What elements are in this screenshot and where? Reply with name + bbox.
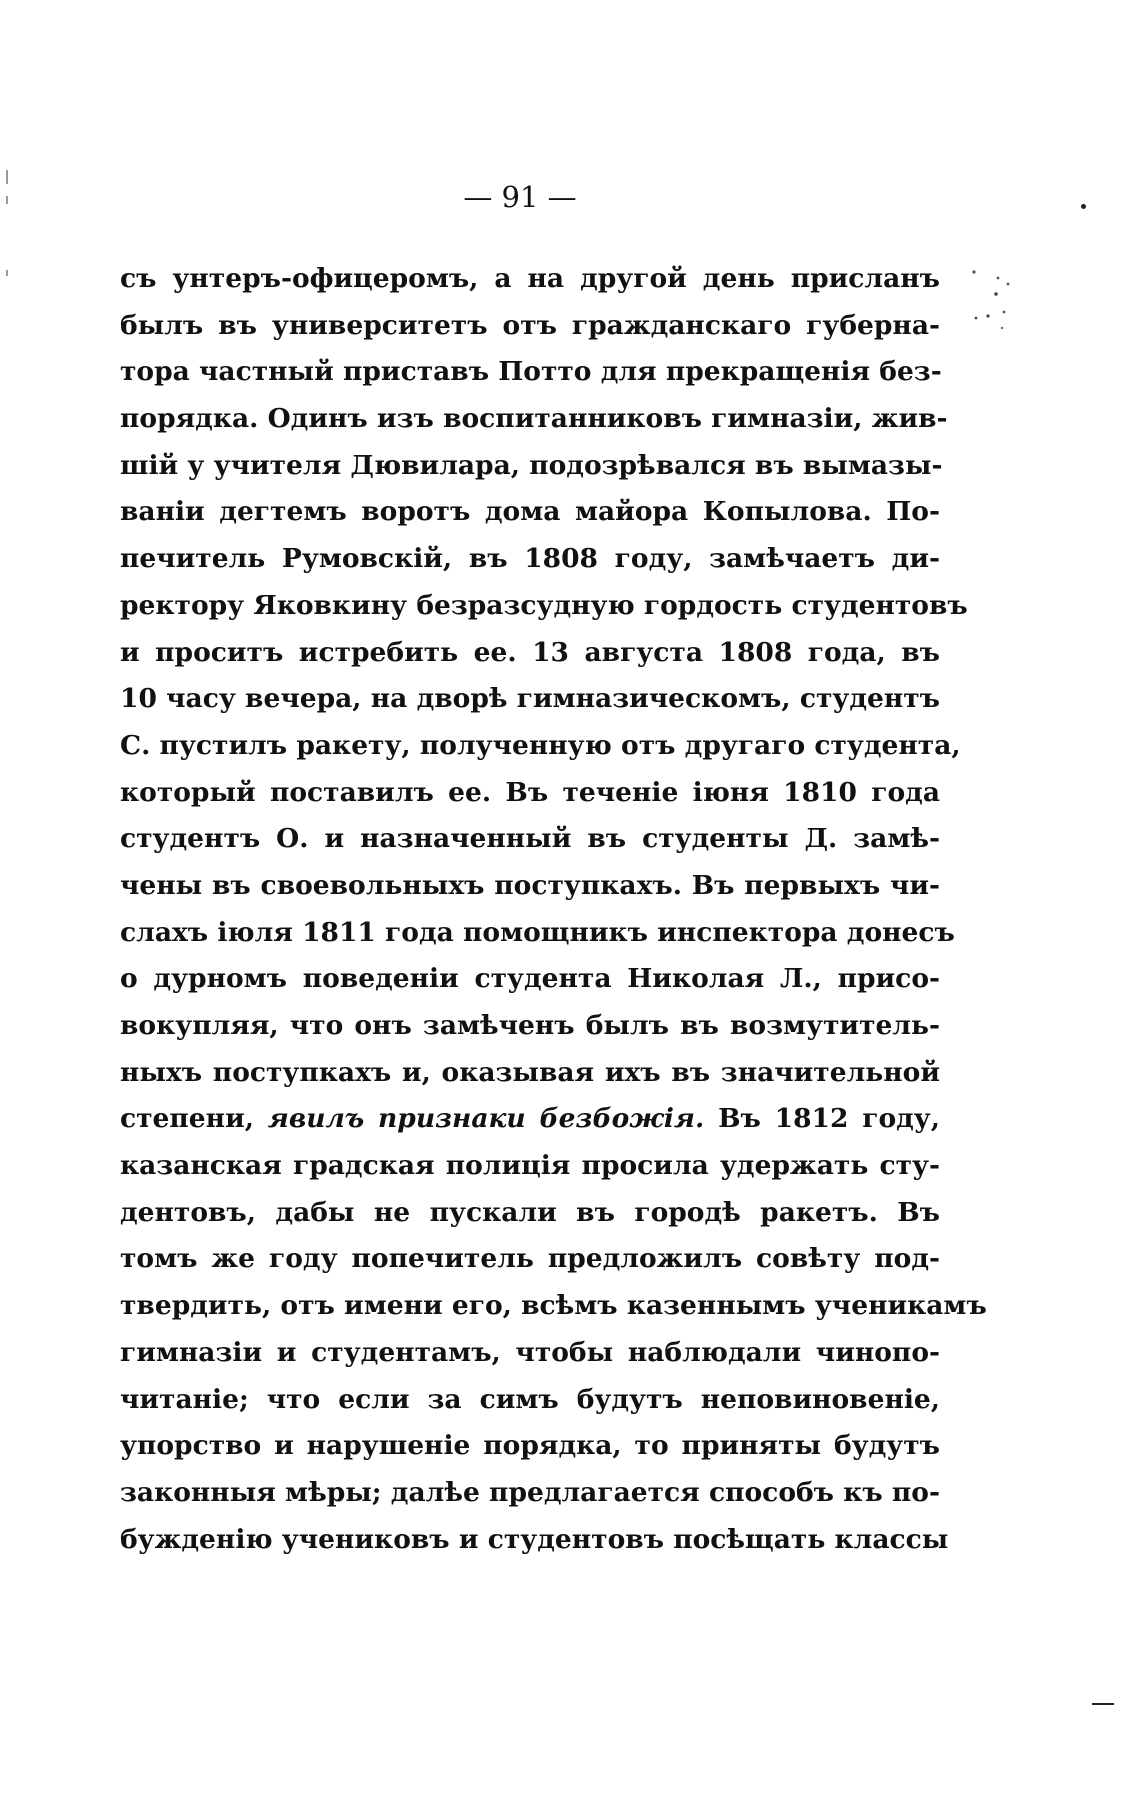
text-line: гимназіи и студентамъ, чтобы наблюдали чинопо- <box>120 1336 940 1368</box>
scan-dash <box>1092 1703 1114 1705</box>
scan-edge-mark <box>6 270 8 276</box>
text-line: и проситъ истребить ее. 13 августа 1808 года, въ <box>120 636 940 668</box>
text-line: ныхъ поступкахъ и, оказывая ихъ въ значительной <box>120 1056 940 1088</box>
text-line: ваніи дегтемъ воротъ дома майора Копылова. По- <box>120 496 940 528</box>
margin-scribble-icon <box>968 268 1018 341</box>
text-line: читаніе; что если за симъ будутъ неповиновеніе, <box>120 1383 940 1415</box>
text-line: съ унтеръ-офицеромъ, а на другой день присланъ <box>120 263 940 294</box>
scan-edge-mark <box>6 170 8 184</box>
body-text <box>120 256 987 1563</box>
text-line: о дурномъ поведеніи студента Николая Л., присо- <box>120 963 940 995</box>
italic-phrase: явилъ признаки безбожія. <box>267 1103 705 1135</box>
scan-edge-mark <box>6 196 8 204</box>
text-line: томъ же году попечитель предложилъ совѣту под- <box>120 1243 940 1275</box>
text-line: студентъ О. и назначенный въ студенты Д. замѣ- <box>120 823 940 855</box>
text-line: С. пустилъ ракету, полученную отъ другаго студента, <box>120 729 961 761</box>
text-line: ректору Яковкину безразсудную гордость студентовъ <box>120 589 968 621</box>
text-line: чены въ своевольныхъ поступкахъ. Въ первыхъ чи- <box>120 869 940 901</box>
text-line: печитель Румовскій, въ 1808 году, замѣчаетъ ди- <box>120 543 940 575</box>
page-number: — 91 — <box>463 180 577 214</box>
text-line: который поставилъ ее. Въ теченіе іюня 1810 года <box>120 776 940 808</box>
text-segment: Въ 1812 году, <box>704 1103 940 1135</box>
text-line: упорство и нарушеніе порядка, то приняты будутъ <box>120 1430 940 1462</box>
text-line: порядка. Одинъ изъ воспитанниковъ гимназіи, жив- <box>120 403 948 435</box>
text-line: слахъ іюля 1811 года помощникъ инспектора донесъ <box>120 916 955 948</box>
text-segment: степени, <box>120 1103 268 1135</box>
text-line-with-italic <box>120 1096 940 1143</box>
text-line: 10 часу вечера, на дворѣ гимназическомъ, студентъ <box>120 683 940 715</box>
text-line: казанская градская полиція просила удержать сту- <box>120 1150 940 1182</box>
text-line: шій у учителя Дювилара, подозрѣвался въ вымазы- <box>120 449 943 481</box>
text-line: бужденію учениковъ и студентовъ посѣщать классы <box>120 1523 949 1555</box>
text-line: тора частный приставъ Потто для прекращенія без- <box>120 356 942 388</box>
scan-speck <box>1081 204 1086 209</box>
text-line: вокупляя, что онъ замѣченъ былъ въ возмутитель- <box>120 1010 940 1041</box>
text-line: твердить, отъ имени его, всѣмъ казеннымъ ученикамъ <box>120 1290 987 1322</box>
text-line: дентовъ, дабы не пускали въ городѣ ракетъ. Въ <box>120 1196 940 1228</box>
text-line: былъ въ университетъ отъ гражданскаго губерна- <box>120 309 940 341</box>
text-line: законныя мѣры; далѣе предлагается способъ къ по- <box>120 1476 940 1508</box>
